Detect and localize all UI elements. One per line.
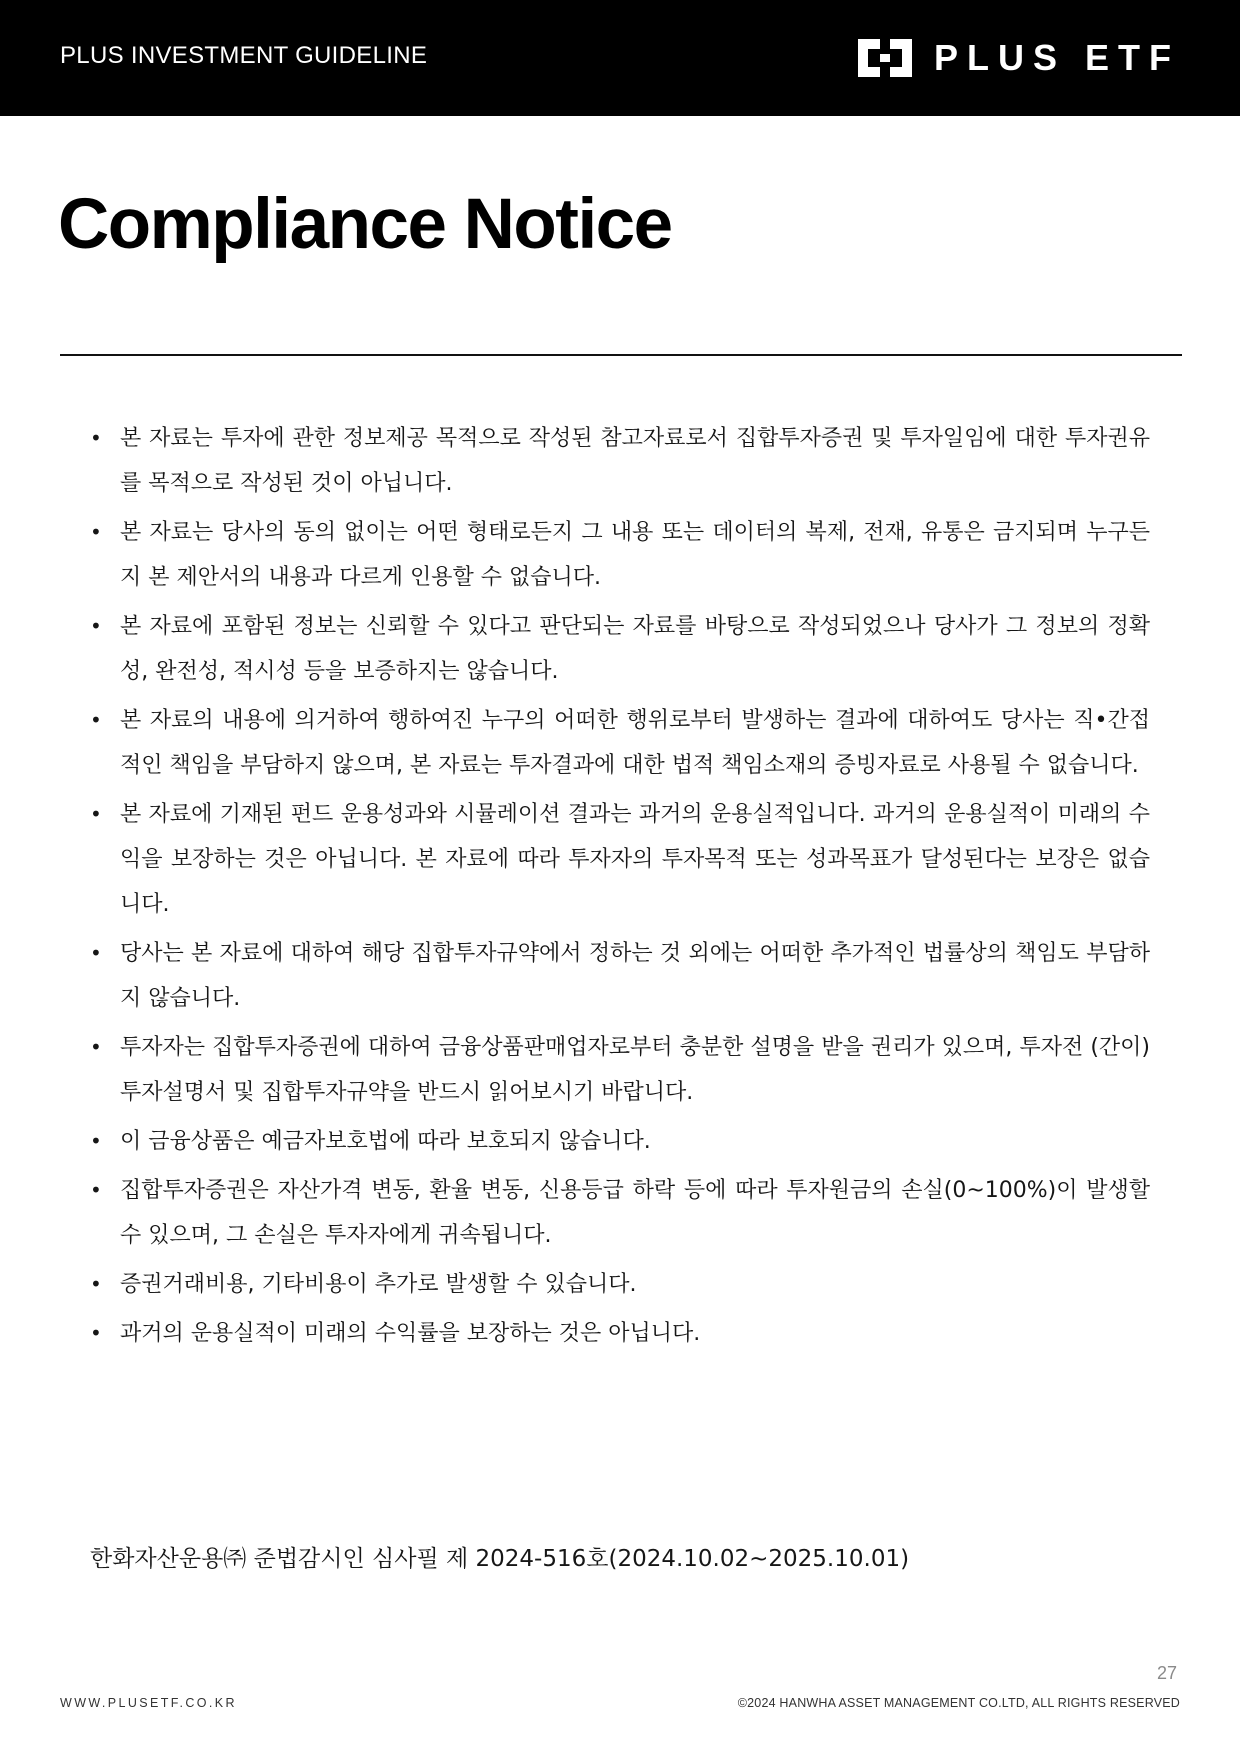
notice-text: 본 자료의 내용에 의거하여 행하여진 누구의 어떠한 행위로부터 발생하는 결과에 대하여도 당사는 직•간접적인 책임을 부담하지 않으며, 본 자료는 투자결과에 대한 법적 책임소재의 증빙자료로 사용될 수 없습니다.: [120, 708, 1150, 778]
page-title: Compliance Notice: [58, 185, 672, 264]
notice-text: 투자자는 집합투자증권에 대하여 금융상품판매업자로부터 충분한 설명을 받을 권리가 있으며, 투자전 (간이)투자설명서 및 집합투자규약을 반드시 읽어보시기 바랍니다.: [120, 1035, 1150, 1105]
bullet: •: [90, 941, 102, 965]
notice-text: 본 자료는 투자에 관한 정보제공 목적으로 작성된 참고자료로서 집합투자증권 및 투자일임에 대한 투자권유를 목적으로 작성된 것이 아닙니다.: [120, 426, 1150, 496]
compliance-review-note: 한화자산운용㈜ 준법감시인 심사필 제 2024-516호(2024.10.02~2025.10.01): [90, 1546, 910, 1572]
bullet: •: [90, 426, 102, 450]
notice-text: 본 자료에 기재된 펀드 운용성과와 시뮬레이션 결과는 과거의 운용실적입니다. 과거의 운용실적이 미래의 수익을 보장하는 것은 아닙니다. 본 자료에 따라 투자자의 투자목적 또는 성과목표가 달성된다는 보장은 없습니다.: [120, 802, 1150, 917]
notice-list: [90, 416, 1150, 1360]
notice-text: 본 자료에 포함된 정보는 신뢰할 수 있다고 판단되는 자료를 바탕으로 작성되었으나 당사가 그 정보의 정확성, 완전성, 적시성 등을 보증하지는 않습니다.: [120, 614, 1150, 684]
bullet: •: [90, 708, 102, 732]
list-item: [90, 931, 1150, 1021]
list-item: [90, 1168, 1150, 1258]
bullet: •: [90, 520, 102, 544]
list-item: [90, 1311, 1150, 1356]
footer-copyright: ©2024 HANWHA ASSET MANAGEMENT CO.LTD, ALL RIGHTS RESERVED: [737, 1696, 1180, 1710]
bullet: •: [90, 1321, 102, 1345]
list-item: [90, 1262, 1150, 1307]
list-item: [90, 416, 1150, 506]
notice-text: 과거의 운용실적이 미래의 수익률을 보장하는 것은 아닙니다.: [120, 1321, 701, 1346]
bullet: •: [90, 1129, 102, 1153]
bullet: •: [90, 1272, 102, 1296]
brand-name: PLUS ETF: [933, 37, 1180, 78]
bullet: •: [90, 614, 102, 638]
notice-text: 이 금융상품은 예금자보호법에 따라 보호되지 않습니다.: [120, 1129, 651, 1154]
list-item: [90, 1025, 1150, 1115]
brand-logo: [858, 38, 1180, 78]
header-bar: [0, 0, 1240, 116]
notice-text: 당사는 본 자료에 대하여 해당 집합투자규약에서 정하는 것 외에는 어떠한 추가적인 법률상의 책임도 부담하지 않습니다.: [120, 941, 1150, 1011]
title-divider: [60, 354, 1182, 356]
footer-website-link[interactable]: WWW.PLUSETF.CO.KR: [60, 1696, 237, 1710]
list-item: [90, 510, 1150, 600]
bullet: •: [90, 1178, 102, 1202]
list-item: [90, 792, 1150, 927]
list-item: [90, 698, 1150, 788]
notice-text: 증권거래비용, 기타비용이 추가로 발생할 수 있습니다.: [120, 1272, 637, 1297]
list-item: [90, 604, 1150, 694]
bullet: •: [90, 802, 102, 826]
plus-etf-logo-icon: [858, 39, 912, 77]
page-number: 27: [1156, 1663, 1177, 1683]
notice-text: 본 자료는 당사의 동의 없이는 어떤 형태로든지 그 내용 또는 데이터의 복제, 전재, 유통은 금지되며 누구든지 본 제안서의 내용과 다르게 인용할 수 없습니다.: [120, 520, 1150, 590]
bullet: •: [90, 1035, 102, 1059]
guideline-title: PLUS INVESTMENT GUIDELINE: [60, 42, 428, 69]
notice-text: 집합투자증권은 자산가격 변동, 환율 변동, 신용등급 하락 등에 따라 투자원금의 손실(0~100%)이 발생할 수 있으며, 그 손실은 투자자에게 귀속됩니다.: [120, 1178, 1150, 1248]
list-item: [90, 1119, 1150, 1164]
